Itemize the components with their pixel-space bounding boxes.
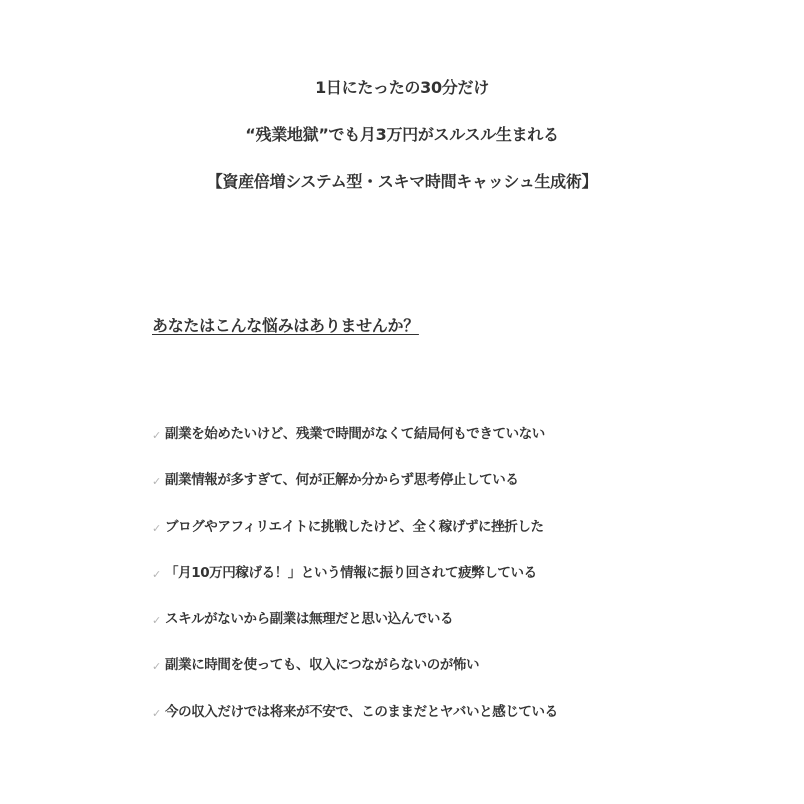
check-icon: ✓ <box>152 660 161 674</box>
list-item <box>152 702 558 748</box>
list-item <box>152 470 558 516</box>
check-icon: ✓ <box>152 475 161 489</box>
check-icon: ✓ <box>152 706 161 720</box>
worry-text: 今の収入だけでは将来が不安で、このままだとヤバいと感じている <box>165 703 558 720</box>
worry-text: 副業を始めたいけど、残業で時間がなくて結局何もできていない <box>165 426 545 442</box>
worry-text: スキルがないから副業は無理だと思い込んでいる <box>165 611 454 628</box>
list-item <box>152 424 558 470</box>
list-item <box>152 563 558 609</box>
check-icon: ✓ <box>152 429 161 442</box>
list-item <box>152 655 558 701</box>
check-icon: ✓ <box>152 567 161 581</box>
headline-line-2: “残業地獄”でも月3万円がスルスル生まれる <box>245 125 559 144</box>
worry-text: 「月10万円稼げる！」という情報に振り回されて疲弊している <box>165 564 537 581</box>
worry-text: 副業情報が多すぎて、何が正解か分からず思考停止している <box>165 472 519 489</box>
list-item <box>152 609 558 655</box>
headline-line-1: 1日にたったの30分だけ <box>315 78 489 97</box>
check-icon: ✓ <box>152 521 161 535</box>
worry-text: 副業に時間を使っても、収入につながらないのが怖い <box>165 657 480 674</box>
check-icon: ✓ <box>152 614 161 628</box>
list-item <box>152 517 558 563</box>
worry-checklist <box>152 424 558 748</box>
worry-text: ブログやアフィリエイトに挑戦したけど、全く稼げずに挫折した <box>165 518 544 535</box>
headline-line-3: 【資産倍増システム型・スキマ時間キャッシュ生成術】 <box>206 172 598 191</box>
section-question-heading: あなたはこんな悩みはありませんか？ <box>152 316 419 335</box>
